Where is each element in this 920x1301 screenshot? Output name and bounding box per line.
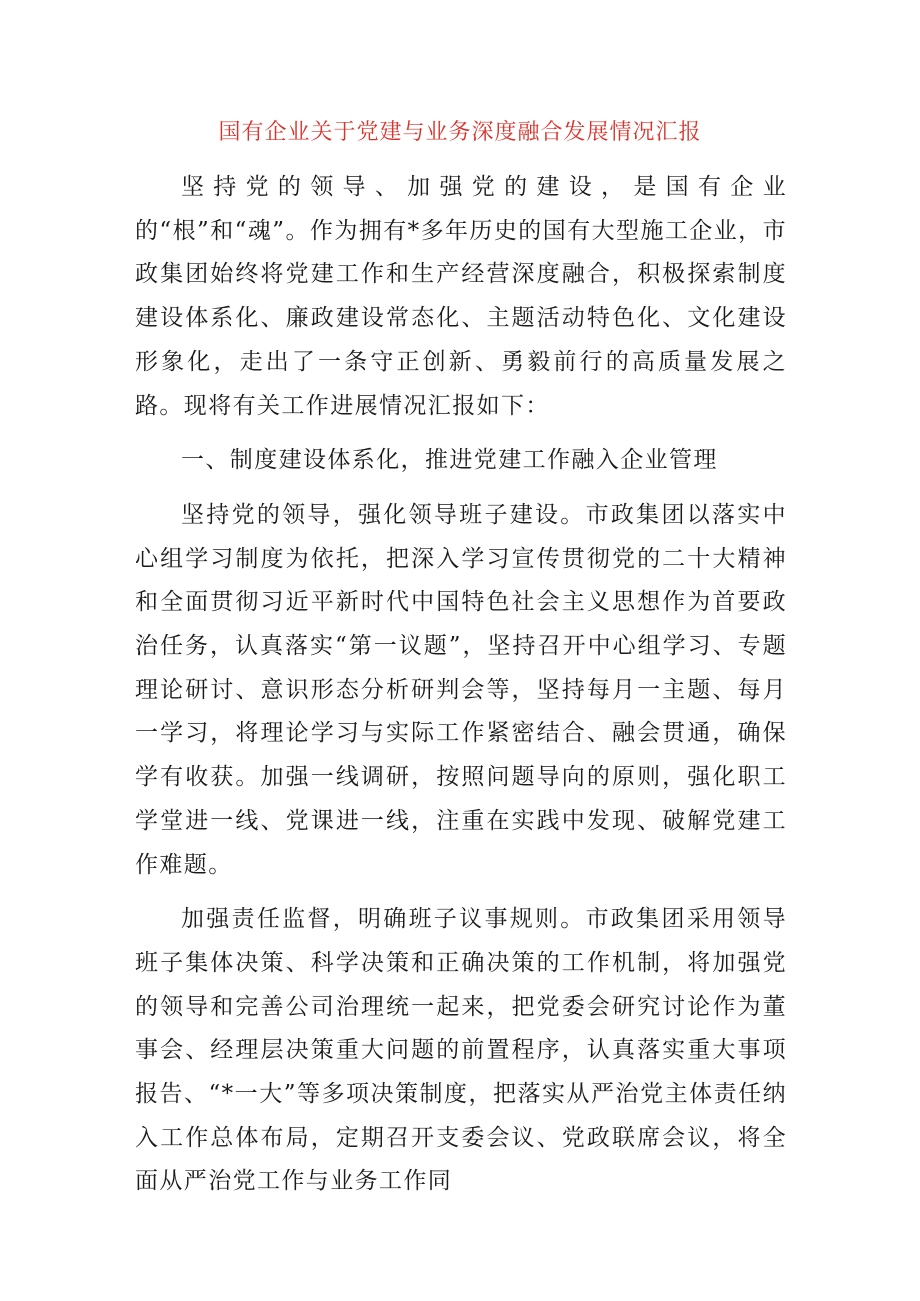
section-heading: 一、制度建设体系化，推进党建工作融入企业管理 [181,447,718,474]
document-body [135,166,787,1204]
body-paragraph: 加强责任监督，明确班子议事规则。市政集团采用领导班子集体决策、科学决策和正确决策的工作机制，将加强党的领导和完善公司治理统一起来，把党委会研究讨论作为董事会、经理层决策重大问题的前置程序，认真落实重大事项报告、“*一大”等多项决策制度，把落实从严治党主体责任纳入工作总体布局，定期召开支委会议、党政联席会议，将全面从严治党工作与业务工作同 [135,906,787,1195]
document-title: 国有企业关于党建与业务深度融合发展情况汇报 [218,120,702,145]
intro-paragraph: 坚持党的领导、加强党的建设，是国有企业的“根”和“魂”。作为拥有*多年历史的国有大型施工企业，市政集团始终将党建工作和生产经营深度融合，积极探索制度建设体系化、廉政建设常态化、主题活动特色化、文化建设形象化，走出了一条守正创新、勇毅前行的高质量发展之路。现将有关工作进展情况汇报如下： [135,174,787,419]
body-paragraph: 坚持党的领导，强化领导班子建设。市政集团以落实中心组学习制度为依托，把深入学习宣传贯彻党的二十大精神和全面贯彻习近平新时代中国特色社会主义思想作为首要政治任务，认真落实“第一议题”，坚持召开中心组学习、专题理论研讨、意识形态分析研判会等，坚持每月一主题、每月一学习，将理论学习与实际工作紧密结合、融会贯通，确保学有收获。加强一线调研，按照问题导向的原则，强化职工学堂进一线、党课进一线，注重在实践中发现、破解党建工作难题。 [135,501,787,878]
